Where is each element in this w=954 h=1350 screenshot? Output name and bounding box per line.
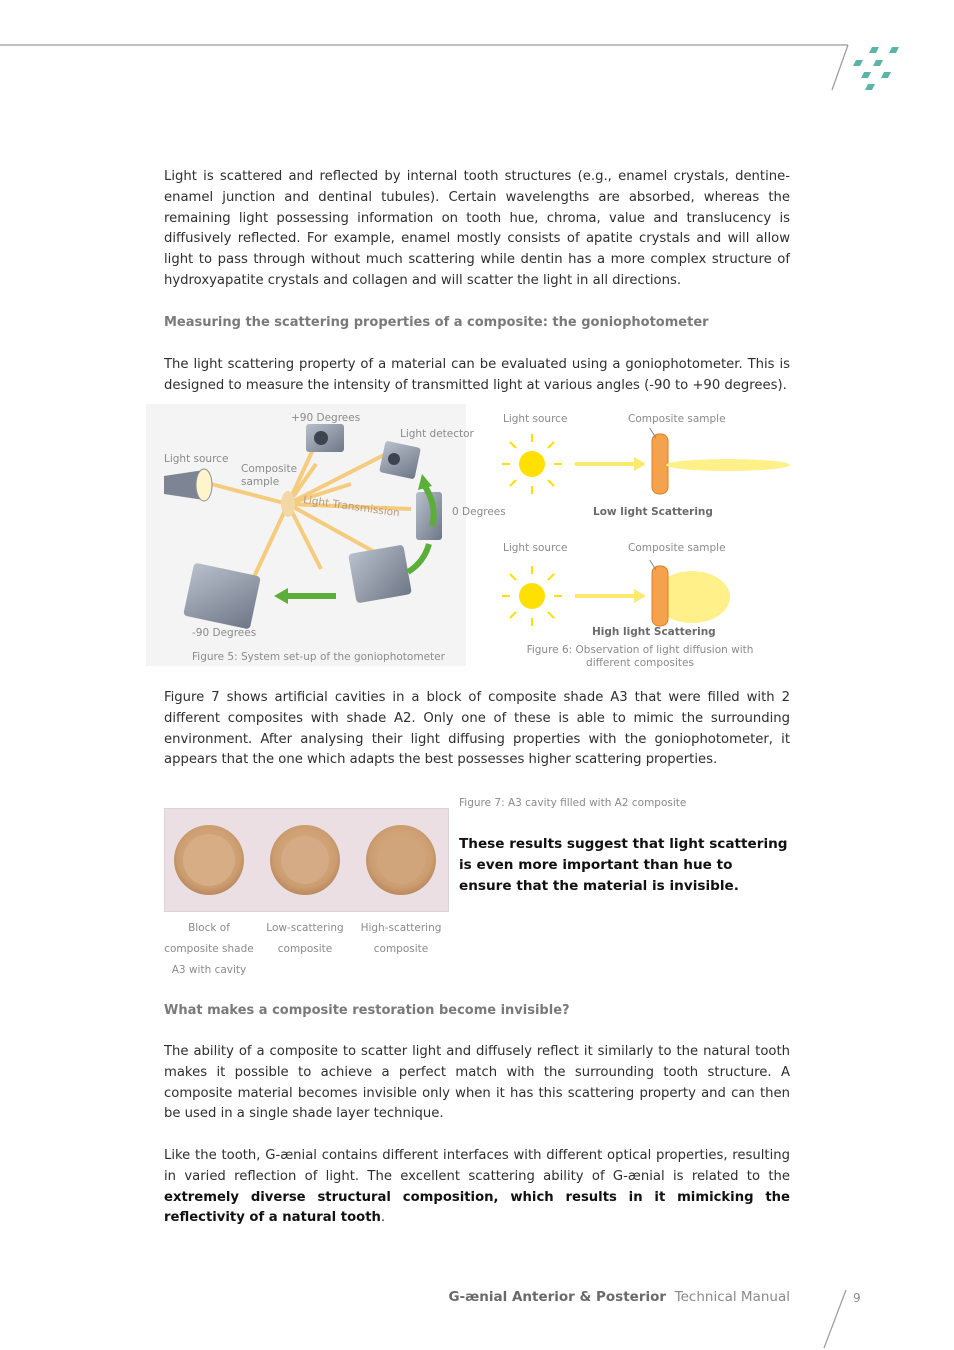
label-zero-degrees: 0 Degrees: [452, 506, 506, 518]
brand-logo-icon: [846, 44, 906, 94]
label-light-detector: Light detector: [400, 428, 474, 440]
figure7-paragraph: Figure 7 shows artificial cavities in a block of composite shade A3 that were filled with 2 different composites with shade A2. Only one of these is able to mimic the surrounding environment. After analysing their light diffusing properties with the goniophotometer, it appears that the one which adapts the best possesses higher scattering properties.: [164, 690, 790, 768]
fig6-bottom-source-label: Light source: [503, 542, 568, 554]
fig6-top-sample-label: Composite sample: [628, 413, 726, 425]
fig6-top-source-label: Light source: [503, 413, 568, 425]
figure7-caption: Figure 7: A3 cavity filled with A2 composite: [459, 797, 687, 809]
label-light-transmission: Light Transmission: [302, 494, 401, 520]
fig6-low-scattering-title: Low light Scattering: [593, 506, 713, 518]
page-number: 9: [853, 1291, 861, 1305]
label-light-source: Light source: [164, 453, 229, 465]
footer-manual: Technical Manual: [674, 1289, 790, 1305]
figure6-caption: Figure 6: Observation of light diffusion with different composites: [526, 644, 754, 669]
invisible-paragraph-2-bold: extremely diverse structural composition, which results in it mimicking the reflectivity of a natural tooth: [164, 1189, 790, 1226]
intro-paragraph: Light is scattered and reflected by internal tooth structures (e.g., enamel crystals, dentine-enamel junction and dentinal tubules). Certain wavelengths are absorbed, whereas the remaining light possessing information on tooth hue, chroma, value and translucency is diffusively reflected. For example, enamel mostly consists of apatite crystals and will allow light to pass through without much scattering while dentin has a more complex structure of hydroxyapatite crystals and collagen and will scatter the light in all directions.: [164, 169, 790, 288]
invisible-paragraph-1: The ability of a composite to scatter light and diffusely reflect it similarly to the natural tooth makes it possible to achieve a perfect match with the surrounding tooth structure. A composite material becomes invisible only when it has this scattering property and can then be used in a single shade layer technique.: [164, 1044, 790, 1122]
header-rule: [0, 40, 954, 100]
invisible-paragraph-2: [164, 1146, 790, 1229]
footer-title: [448, 1289, 790, 1305]
sun-icon: [502, 434, 562, 494]
figure7-callout: These results suggest that light scattering is even more important than hue to ensure that the material is invisible.: [459, 836, 788, 894]
sample-caption-block: Block of composite shade A3 with cavity: [164, 922, 254, 976]
figure5-caption: Figure 5: System set-up of the goniophotometer: [192, 651, 445, 663]
label-composite-sample: Composite sample: [241, 463, 298, 488]
goniophotometer-paragraph: The light scattering property of a material can be evaluated using a goniophotometer. This is designed to measure the intensity of transmitted light at various angles (-90 to +90 degrees).: [164, 357, 790, 393]
section-heading-goniophotometer: Measuring the scattering properties of a composite: the goniophotometer: [164, 315, 709, 330]
invisible-paragraph-2-start: Like the tooth, G-ænial contains different interfaces with different optical properties, resulting in varied reflection of light. The excellent scattering ability of G-ænial is related to the: [164, 1148, 790, 1184]
low-scattering-diagram: [500, 428, 792, 500]
sample-caption-low: Low-scattering composite: [266, 922, 344, 955]
high-scattering-diagram: [500, 560, 792, 632]
label-minus90: -90 Degrees: [192, 627, 257, 639]
composite-samples-photo: [164, 808, 449, 912]
section-heading-invisible: What makes a composite restoration become invisible?: [164, 1003, 570, 1018]
fig6-bottom-sample-label: Composite sample: [628, 542, 726, 554]
invisible-paragraph-2-end: .: [380, 1210, 386, 1226]
sun-icon: [502, 566, 562, 626]
footer-slash: [820, 1288, 850, 1350]
fig6-high-scattering-title: High light Scattering: [592, 626, 716, 638]
footer-product: G-ænial Anterior & Posterior: [448, 1289, 667, 1305]
sample-caption-high: High-scattering composite: [360, 922, 442, 955]
label-plus90: +90 Degrees: [291, 412, 361, 424]
